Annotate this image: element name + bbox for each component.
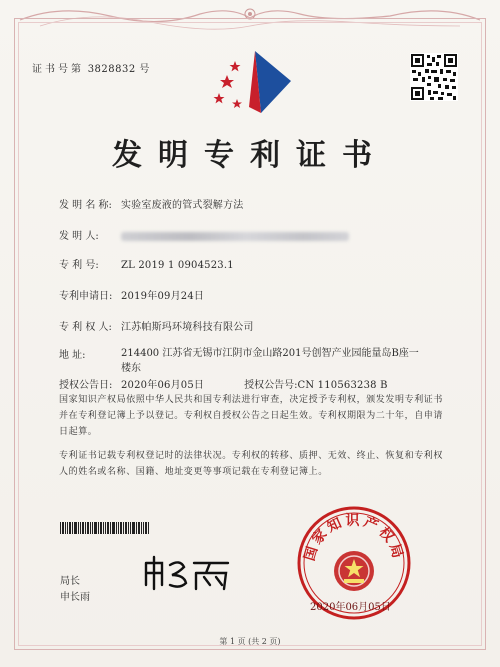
patent-number-row: 专 利 号: ZL 2019 1 0904523.1: [59, 260, 234, 271]
page-footer: 第 1 页 (共 2 页): [219, 637, 281, 646]
grant-row: 授权公告日: 2020年06月05日 授权公告号:CN 110563238 B: [59, 380, 388, 391]
cnipa-logo: [205, 47, 297, 117]
qr-code: [410, 53, 458, 101]
director-signature: [140, 555, 232, 591]
certificate-number: 证书号第 3828832 号: [32, 64, 150, 75]
svg-text:国家知识产权局: 国家知识产权局: [301, 513, 407, 563]
redacted-inventor-names: [121, 232, 349, 241]
seal-date: 2020年06月05日: [310, 602, 391, 613]
inventor-row: 发 明 人:: [59, 227, 349, 242]
legal-paragraph-register: 专利证书记载专利权登记时的法律状况。专利权的转移、质押、无效、终止、恢复和专利权人的姓名或名称、国籍、地址变更等事项记载在专利登记簿上。: [59, 451, 444, 477]
director-block: [60, 574, 90, 606]
address-label: 地 址:: [59, 350, 86, 361]
patentee-row: 专 利 权 人: 江苏帕斯玛环境科技有限公司: [59, 322, 254, 333]
certificate-title: 发明专利证书: [112, 138, 388, 173]
filing-date-row: 专利申请日: 2019年09月24日: [59, 291, 205, 302]
director-name: 申长雨: [60, 592, 90, 603]
director-title: 局长: [60, 576, 80, 587]
address-value: 214400 江苏省无锡市江阴市金山路201号创智产业园能量岛B座一楼东: [121, 348, 419, 374]
barcode: [60, 522, 150, 534]
legal-paragraph-grant: 国家知识产权局依照中华人民共和国专利法进行审查，决定授予专利权，颁发发明专利证书并在专利登记簿上予以登记。专利权自授权公告之日起生效。专利权期限为二十年，自申请日起算。: [59, 395, 444, 437]
invention-name-row: 发 明 名 称: 实验室废液的管式裂解方法: [59, 200, 244, 211]
